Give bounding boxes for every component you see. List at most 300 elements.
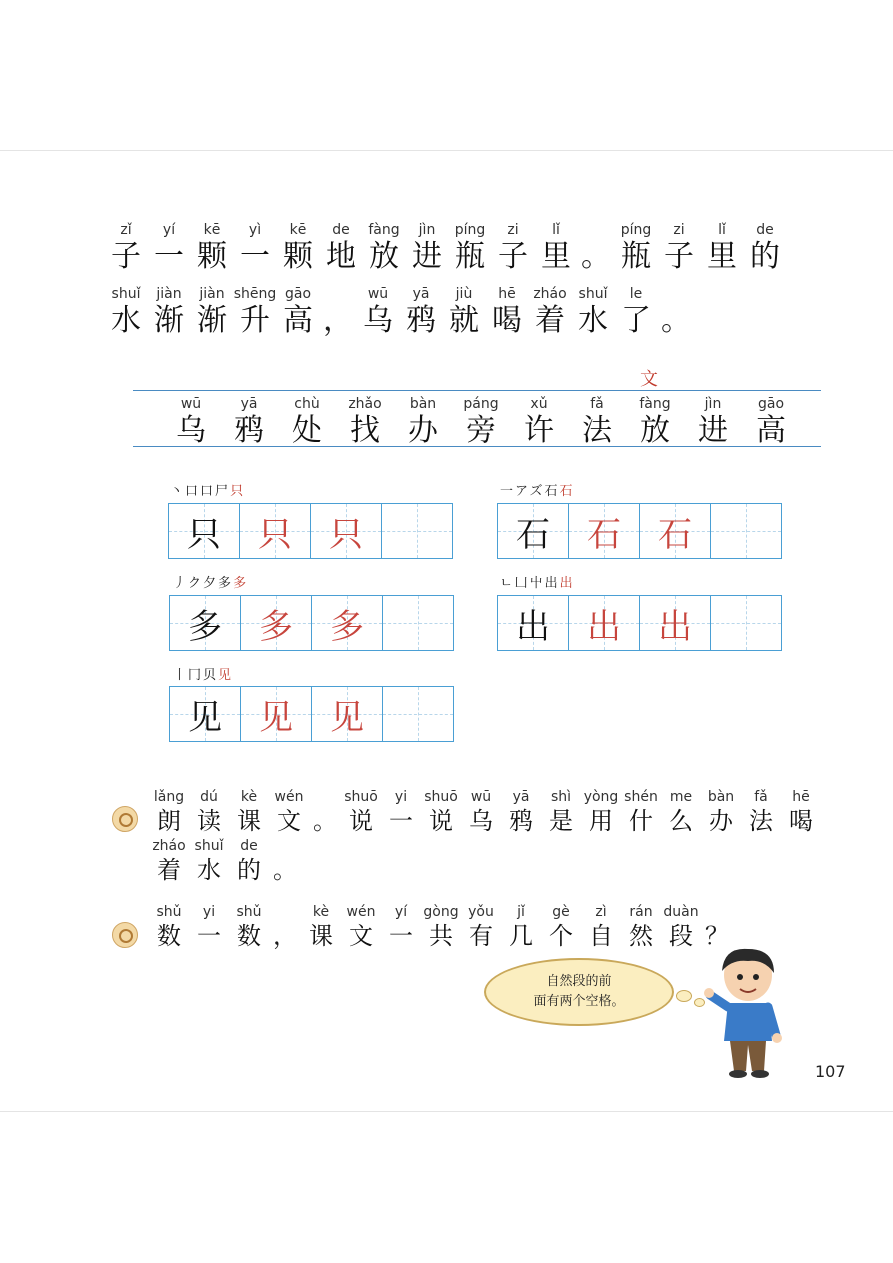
pinyin: lǐ [552,222,560,238]
trace-char-cell [569,596,640,650]
hanzi: 朗 [157,807,181,835]
practice-cell-empty[interactable] [383,596,453,650]
bubble-dot-1 [676,990,692,1002]
pinyin: de [756,222,774,238]
band-top-line [133,390,821,391]
pinyin: de [332,222,350,238]
ruby-char [233,286,277,340]
hanzi: 高 [756,413,786,448]
ruby-char [280,286,316,340]
stroke-step: 出 [559,576,575,591]
trace-char-cell [240,504,311,558]
hanzi: 的 [750,239,780,274]
hanzi: 是 [549,807,573,835]
pinyin: shuǐ [111,286,141,302]
ruby-char [192,838,226,886]
trace-char-cell [241,596,312,650]
ruby-char [346,396,384,450]
stroke-step: 见 [218,668,234,683]
hanzi: 乌 [363,303,393,338]
ruby-char [288,396,326,450]
trace-char-cell [312,596,383,650]
ruby-char [151,222,187,276]
ruby-char [172,396,210,450]
exercise-2-line-1 [152,904,736,952]
hanzi: 几 [509,922,533,950]
pinyin: shǔ [236,904,262,920]
stroke-order [173,572,248,591]
pinyin: zháo [152,838,186,854]
pinyin: jìn [704,396,722,412]
pinyin: yi [202,904,216,920]
hanzi: 子 [111,239,141,274]
ruby-char [304,904,338,952]
pinyin: me [669,789,693,805]
ruby-char [230,396,268,450]
pinyin: yǒu [468,904,494,920]
ruby-char [446,286,482,340]
recognition-chars [172,396,810,450]
hanzi: 办 [709,807,733,835]
pinyin: fǎ [754,789,768,805]
stroke-step: 丨 [173,668,189,683]
ruby-char [520,396,558,450]
grid-char: 见 [330,697,364,738]
model-char-cell [169,504,240,558]
pinyin: yòng [583,789,619,805]
stroke-order [170,480,245,499]
hanzi: 许 [524,413,554,448]
hanzi: 喝 [492,303,522,338]
pinyin: duàn [663,904,699,920]
ruby-char [152,789,186,837]
trace-char-cell [569,504,640,558]
hanzi: 法 [582,413,612,448]
writing-grid [497,503,782,559]
ruby-char [108,222,144,276]
hanzi: 课 [309,922,333,950]
ruby-char [360,286,396,340]
practice-cell-empty[interactable] [382,504,452,558]
ruby-char [495,222,531,276]
ruby-char [752,396,790,450]
grid-char: 见 [259,697,293,738]
ruby-char [194,222,230,276]
pinyin: jiù [455,286,473,302]
ruby-char [624,789,658,837]
hanzi: 着 [157,856,181,884]
pinyin: yí [162,222,176,238]
hanzi: 瓶 [455,239,485,274]
pinyin: jiàn [156,286,182,302]
hanzi: 鸦 [509,807,533,835]
ruby-char [151,286,187,340]
trace-char-cell [311,504,382,558]
stroke-step: 多 [218,576,234,591]
ruby-char [366,222,402,276]
ruby-char [452,222,488,276]
trace-char-cell [640,596,711,650]
pinyin: dú [200,789,218,805]
hanzi: 共 [429,922,453,950]
ruby-char [538,222,574,276]
hanzi: 有 [469,922,493,950]
pinyin: fàng [368,222,400,238]
hanzi: 子 [664,239,694,274]
ruby-char [424,904,458,952]
grid-char: 只 [187,514,221,555]
exercise-2-bullet-icon [112,922,138,948]
pinyin: wū [180,396,202,412]
stroke-step: 丿 [173,576,189,591]
pinyin: lǐ [718,222,726,238]
hanzi: 鸦 [234,413,264,448]
hanzi: 进 [412,239,442,274]
ruby-char [618,222,654,276]
pinyin: gāo [284,286,312,302]
ruby-char [403,286,439,340]
stroke-step: ク [188,576,204,591]
stroke-step: 尸 [215,484,231,499]
boy-illustration [700,945,790,1080]
stroke-step: 多 [233,576,249,591]
pinyin: zǐ [120,222,132,238]
grid-char: 多 [259,606,293,647]
pinyin: shuǐ [194,838,224,854]
pinyin: shēng [233,286,277,302]
pinyin: wū [470,789,492,805]
ruby-char [424,789,458,837]
ruby-char [664,789,698,837]
ruby-char [464,904,498,952]
hanzi: 就 [449,303,479,338]
hanzi: 水 [197,856,221,884]
pinyin: wū [367,286,389,302]
hanzi: 说 [429,807,453,835]
hanzi: 一 [240,239,270,274]
ruby-char [664,904,698,952]
model-char-cell [498,504,569,558]
ruby-char [409,222,445,276]
pinyin: gāo [757,396,785,412]
ruby-char [504,789,538,837]
ruby-char [624,904,658,952]
punctuation: 。 [581,239,611,274]
grid-char: 石 [587,514,621,555]
ruby-char [704,789,738,837]
stroke-step: 石 [544,484,560,499]
hanzi: 自 [589,922,613,950]
ruby-char [280,222,316,276]
bubble-line-2: 面有两个空格。 [533,994,625,1009]
hanzi: 一 [389,922,413,950]
hanzi: 处 [292,413,322,448]
pinyin: rán [629,904,653,920]
stroke-step: 口 [200,484,216,499]
hanzi: 一 [154,239,184,274]
exercise-1-line-1 [152,789,824,837]
ruby-char [744,789,778,837]
stroke-step: 夕 [203,576,219,591]
hanzi: 旁 [466,413,496,448]
hanzi: 里 [541,239,571,274]
grid-char: 只 [329,514,363,555]
hanzi: 然 [629,922,653,950]
hanzi: 用 [589,807,613,835]
ruby-char [747,222,783,276]
hanzi: 进 [698,413,728,448]
hanzi: 高 [283,303,313,338]
pinyin: gè [552,904,570,920]
practice-cell-empty[interactable] [383,687,453,741]
pinyin: shuǐ [578,286,608,302]
model-char-cell [170,687,241,741]
pinyin: yā [412,286,430,302]
ruby-char [232,838,266,886]
stroke-step: 石 [559,484,575,499]
ruby-char [384,789,418,837]
stroke-order [500,572,575,591]
ruby-char [704,222,740,276]
ruby-char [464,789,498,837]
pinyin: de [240,838,258,854]
pinyin: zháo [533,286,567,302]
stroke-order [500,480,575,499]
hanzi: 么 [669,807,693,835]
hanzi: 放 [369,239,399,274]
hanzi: 数 [157,922,181,950]
pinyin: kē [203,222,221,238]
hanzi: 喝 [789,807,813,835]
ruby-char [462,396,500,450]
pinyin: zi [673,222,685,238]
pinyin: shuō [424,789,458,805]
ruby-char [152,838,186,886]
ruby-char [108,286,144,340]
pinyin: wén [346,904,376,920]
ruby-char [636,396,674,450]
pinyin: jìn [418,222,436,238]
pinyin: bàn [409,396,437,412]
ruby-char [584,904,618,952]
writing-grid [168,503,453,559]
pinyin: yā [512,789,530,805]
exercise-1-bullet-icon [112,806,138,832]
writing-grid [169,686,454,742]
pinyin: yí [394,904,408,920]
pinyin: hē [792,789,810,805]
bubble-line-1: 自然段的前 [546,974,612,989]
pinyin: chù [294,396,320,412]
grid-char: 出 [516,606,550,647]
pinyin: páng [463,396,499,412]
pinyin: shì [550,789,572,805]
ruby-char [661,222,697,276]
stroke-step: ズ [529,484,545,499]
hanzi: 段 [669,922,693,950]
pinyin: jiàn [199,286,225,302]
hanzi: 课 [237,807,261,835]
text-line-2 [108,286,698,340]
extra-char: 文 [640,369,658,390]
hanzi: 了 [621,303,651,338]
ruby-char [544,789,578,837]
ruby-char [232,789,266,837]
trace-char-cell [640,504,711,558]
hanzi: 文 [349,922,373,950]
ruby-char [344,789,378,837]
hanzi: 颗 [283,239,313,274]
hanzi: 渐 [197,303,227,338]
ruby-char [194,286,230,340]
text-line-1 [108,222,790,276]
pinyin: jǐ [517,904,525,920]
hanzi: 的 [237,856,261,884]
punctuation: ， [323,303,353,338]
pinyin: wén [274,789,304,805]
hanzi: 个 [549,922,573,950]
punctuation: ， [273,922,297,950]
stroke-step: 丶 [170,484,186,499]
hanzi: 文 [277,807,301,835]
grid-char: 出 [658,606,692,647]
ruby-char [192,904,226,952]
stroke-step: 出 [544,576,560,591]
ruby-char [532,286,568,340]
exercise-1-line-2 [152,838,304,886]
pinyin: lǎng [153,789,185,805]
punctuation: 。 [313,807,337,835]
hanzi: 数 [237,922,261,950]
ruby-char [192,789,226,837]
ruby-char [618,286,654,340]
pinyin: yì [248,222,262,238]
ruby-char [237,222,273,276]
hanzi: 法 [749,807,773,835]
hanzi: 读 [197,807,221,835]
ruby-char [152,904,186,952]
pinyin: shuō [344,789,378,805]
grid-char: 见 [188,697,222,738]
stroke-step: 冂 [188,668,204,683]
model-char-cell [498,596,569,650]
trace-char-cell [312,687,383,741]
hanzi: 颗 [197,239,227,274]
hanzi: 地 [326,239,356,274]
stroke-step: ア [515,484,530,499]
ruby-char [384,904,418,952]
pinyin: fàng [639,396,671,412]
hanzi: 一 [389,807,413,835]
pinyin: yi [394,789,408,805]
hanzi: 渐 [154,303,184,338]
pinyin: zhǎo [348,396,382,412]
pinyin: fǎ [590,396,604,412]
hanzi: 乌 [176,413,206,448]
pinyin: zi [507,222,519,238]
hanzi: 放 [640,413,670,448]
ruby-char [694,396,732,450]
grid-char: 石 [516,514,550,555]
ruby-char [578,396,616,450]
hanzi: 水 [111,303,141,338]
pinyin: le [629,286,643,302]
ruby-char [575,286,611,340]
practice-cell-empty[interactable] [711,504,781,558]
hanzi: 说 [349,807,373,835]
ruby-char [404,396,442,450]
writing-grid [169,595,454,651]
hanzi: 鸦 [406,303,436,338]
grid-char: 石 [658,514,692,555]
grid-char: 多 [188,606,222,647]
ruby-char [504,904,538,952]
pinyin: yā [240,396,258,412]
punctuation: 。 [273,856,297,884]
hanzi: 什 [629,807,653,835]
grid-char: 出 [587,606,621,647]
hanzi: 瓶 [621,239,651,274]
pinyin: píng [620,222,652,238]
pinyin: kè [312,904,330,920]
hanzi: 水 [578,303,608,338]
pinyin: gòng [423,904,459,920]
hanzi: 着 [535,303,565,338]
hanzi: 一 [197,922,221,950]
stroke-step: 贝 [203,668,219,683]
stroke-order [173,664,233,683]
speech-bubble [484,958,674,1026]
pinyin: kē [289,222,307,238]
practice-cell-empty[interactable] [711,596,781,650]
punctuation: 。 [661,303,691,338]
ruby-char [784,789,818,837]
pinyin: shén [624,789,658,805]
pinyin: shǔ [156,904,182,920]
hanzi: 办 [408,413,438,448]
stroke-step: 凵 [514,576,530,591]
pinyin: píng [454,222,486,238]
grid-char: 多 [330,606,364,647]
stroke-step: 一 [500,484,516,499]
model-char-cell [170,596,241,650]
ruby-char [544,904,578,952]
pinyin: zì [595,904,607,920]
ruby-char [232,904,266,952]
pinyin: xǔ [530,396,548,412]
ruby-char [323,222,359,276]
pinyin: hē [498,286,516,302]
hanzi: 子 [498,239,528,274]
hanzi: 里 [707,239,737,274]
ruby-char [344,904,378,952]
ruby-char [584,789,618,837]
stroke-step: 屮 [529,576,545,591]
punctuation: ？ [705,922,729,950]
pinyin: bàn [707,789,735,805]
hanzi: 乌 [469,807,493,835]
stroke-step: 只 [230,484,246,499]
page-number: 107 [815,1062,846,1081]
hanzi: 找 [350,413,380,448]
writing-grid [497,595,782,651]
trace-char-cell [241,687,312,741]
stroke-step: ㄴ [500,576,515,591]
stroke-step: 口 [185,484,201,499]
ruby-char [489,286,525,340]
ruby-char [272,789,306,837]
grid-char: 只 [258,514,292,555]
